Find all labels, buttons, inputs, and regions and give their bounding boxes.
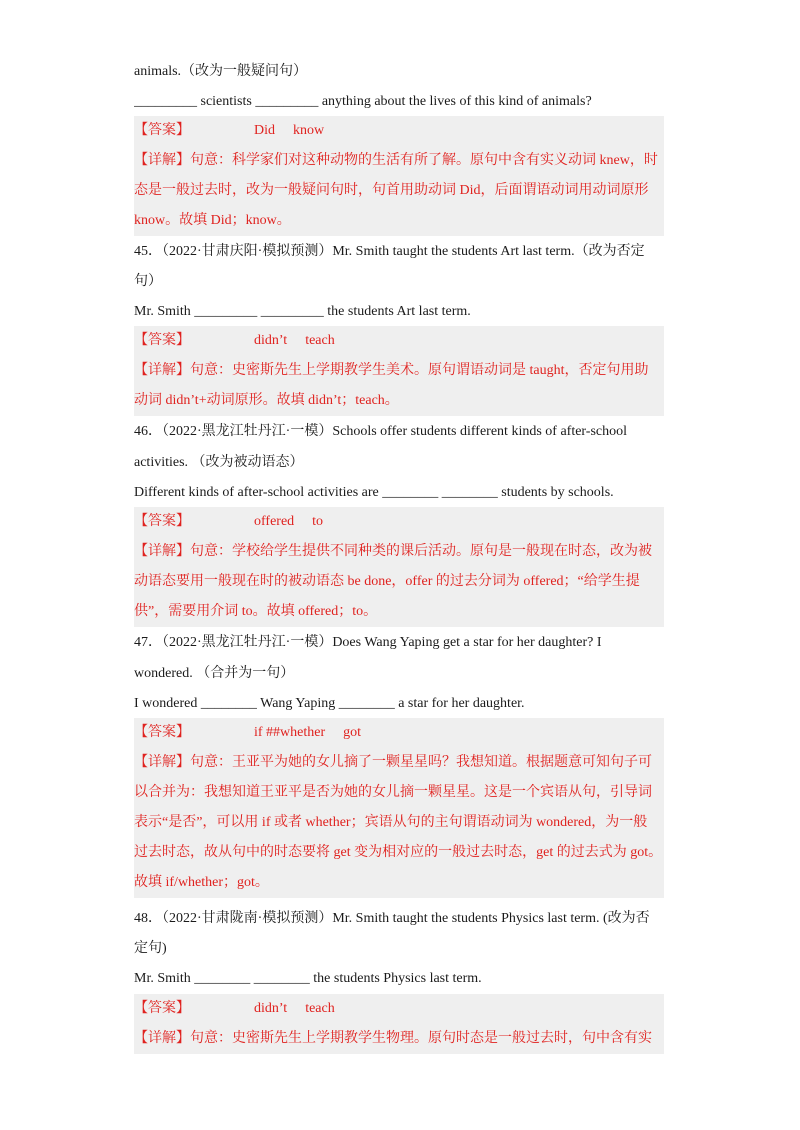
answer-label: 【答案】	[134, 123, 190, 138]
answer-word: didn’t	[254, 1001, 288, 1016]
explanation-46-line: 供”，需要用介词 to。故填 offered；to。	[134, 597, 664, 627]
answer-label: 【答案】	[134, 725, 190, 740]
explanation-44-line: 态是一般过去时，改为一般疑问句时，句首用助动词 Did，后面谓语动词用动词原形	[134, 176, 664, 206]
answer-word: teach	[305, 1001, 335, 1016]
question-45-text: 句）	[134, 274, 162, 289]
answer-word: to	[312, 514, 324, 529]
explanation-48-line: 【详解】句意：史密斯先生上学期教学生物理。原句时态是一般过去时，句中含有实	[134, 1024, 664, 1054]
question-48-blank-sentence: Mr. Smith ________ ________ the students Physics last term.	[134, 971, 482, 986]
answer-word: got	[343, 725, 362, 740]
explanation-46-line: 动语态要用一般现在时的被动语态 be done，offer 的过去分词为 offered；“给学生提	[134, 567, 664, 597]
question-44-blank-sentence: _________ scientists _________ anything about the lives of this kind of animals?	[134, 94, 592, 109]
answer-row-44	[134, 116, 664, 146]
answer-word: Did	[254, 123, 275, 138]
answer-word: teach	[305, 333, 335, 348]
explanation-44-line: 【详解】句意：科学家们对这种动物的生活有所了解。原句中含有实义动词 knew，时	[134, 146, 664, 176]
question-47-text: 47．（2022·黑龙江牡丹江·一模）Does Wang Yaping get a star for her daughter? I	[134, 635, 602, 650]
question-47-text: wondered. （合并为一句）	[134, 666, 295, 681]
explanation-47-line: 表示“是否”，可以用 if 或者 whether；宾语从句的主句谓语动词为 wondered，为一般	[134, 808, 664, 838]
explanation-44-line: know。故填 Did；know。	[134, 206, 664, 236]
question-48-text: 定句)	[134, 941, 167, 956]
explanation-47-line: 过去时态，故从句中的时态要将 get 变为相对应的一般过去时态，get 的过去式为 got。	[134, 838, 664, 868]
answer-word: if ##whether	[254, 725, 326, 740]
question-47-blank-sentence: I wondered ________ Wang Yaping ________ a star for her daughter.	[134, 696, 525, 711]
explanation-47-line: 【详解】句意：王亚平为她的女儿摘了一颗星星吗？我想知道。根据题意可知句子可	[134, 748, 664, 778]
answer-label: 【答案】	[134, 514, 190, 529]
question-45-text: 45．（2022·甘肃庆阳·模拟预测）Mr. Smith taught the students Art last term.（改为否定	[134, 244, 645, 259]
question-44-text: animals.（改为一般疑问句）	[134, 64, 308, 79]
answer-label: 【答案】	[134, 1001, 190, 1016]
answer-word: didn’t	[254, 333, 288, 348]
question-45-blank-sentence: Mr. Smith _________ _________ the students Art last term.	[134, 304, 471, 319]
explanation-47-line: 以合并为：我想知道王亚平是否为她的女儿摘一颗星星。这是一个宾语从句，引导词	[134, 778, 664, 808]
answer-word: offered	[254, 514, 295, 529]
answer-row-45	[134, 326, 664, 356]
explanation-47-line: 故填 if/whether；got。	[134, 868, 664, 898]
explanation-45-line: 【详解】句意：史密斯先生上学期教学生美术。原句谓语动词是 taught，否定句用助	[134, 356, 664, 386]
answer-label: 【答案】	[134, 333, 190, 348]
question-46-text: activities. （改为被动语态）	[134, 455, 304, 470]
explanation-45-line: 动词 didn’t+动词原形。故填 didn’t；teach。	[134, 386, 664, 416]
question-48-text: 48．（2022·甘肃陇南·模拟预测）Mr. Smith taught the students Physics last term. (改为否	[134, 911, 650, 926]
answer-row-47	[134, 718, 664, 748]
answer-row-46	[134, 507, 664, 537]
answer-word: know	[293, 123, 325, 138]
question-46-blank-sentence: Different kinds of after-school activities are ________ ________ students by schools.	[134, 485, 614, 500]
explanation-46-line: 【详解】句意：学校给学生提供不同种类的课后活动。原句是一般现在时态，改为被	[134, 537, 664, 567]
question-46-text: 46．（2022·黑龙江牡丹江·一模）Schools offer students different kinds of after-school	[134, 424, 628, 439]
answer-row-48	[134, 994, 664, 1024]
